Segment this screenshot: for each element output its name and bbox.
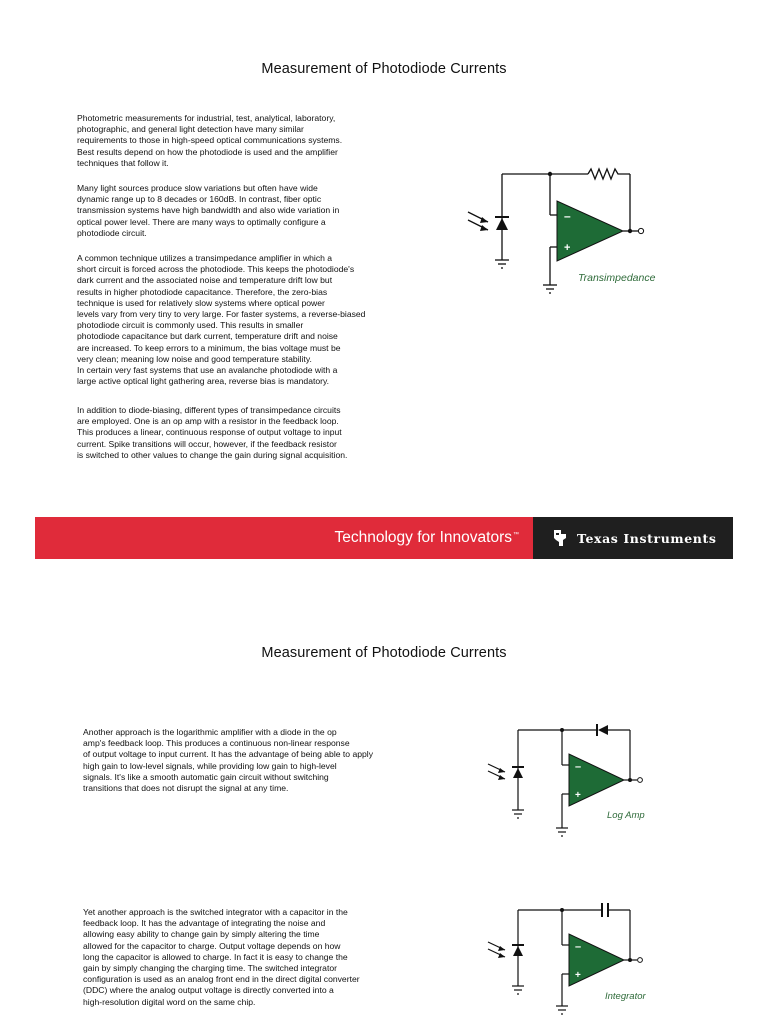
feedback-resistor: [588, 169, 628, 179]
paragraph-log-amp: Another approach is the logarithmic amplifier with a diode in the op amp's feedback loop. This produces a continuous non-linear response of output voltage to input current. It has the advantage of being able to apply high gain to low-level signals, while providing low gain to high-level signals. It's like a smooth automatic gain circuit without switching transitions that does not disrupt the signal at any time.: [83, 727, 374, 794]
page-title: Measurement of Photodiode Currents: [261, 61, 507, 77]
svg-text:–: –: [575, 761, 582, 773]
feedback-diode: [598, 725, 608, 735]
svg-text:–: –: [575, 941, 582, 953]
banner-slogan: [35, 517, 533, 559]
brand-name: Texas Instruments: [577, 530, 717, 546]
svg-text:+: +: [564, 242, 571, 254]
trademark: ™: [513, 532, 519, 538]
ti-logo-icon: [551, 528, 569, 548]
paragraph-diode-biasing: In addition to diode-biasing, different types of transimpedance circuits are employed. One is an op amp with a resistor in the feedback loop. This produces a linear, continuous response of output voltage to input current. Spike transitions will occur, however, if the feedback resistor is switched to other values to change the gain during signal acquisition.: [77, 405, 348, 460]
section-title: Measurement of Photodiode Currents: [261, 645, 507, 661]
paragraph-transimpedance: A common technique utilizes a transimpedance amplifier in which a short circuit is forced across the photodiode. This keeps the photodiode's dark current and the associated noise and temperature drift low but results in higher photodiode capacitance. Therefore, the zero-bias technique is used for relatively slow systems where optical power levels vary from very tiny to very large. For faster systems, a reverse-biased photodiode circuit is commonly used. This results in smaller photodiode capacitance but dark current, temperature drift and noise are increased. To keep errors to a minimum, the bias voltage must be very clean; meaning low noise and good temperature stability. In certain very fast systems that use an avalanche photodiode with a large active optical light gathering area, reverse bias is mandatory.: [77, 253, 366, 387]
log-amp-circuit-diagram: [485, 718, 655, 838]
photodiode: [513, 946, 523, 956]
integrator-circuit-diagram: [485, 900, 655, 1020]
paragraph-intro: Photometric measurements for industrial, test, analytical, laboratory, photographic, and general light detection have many similar requirements to those in high-speed optical communications systems. Best results depend on how the photodiode is used and the amplifier techniques that follow it.: [77, 113, 343, 168]
svg-text:–: –: [564, 209, 571, 223]
transimpedance-caption: Transimpedance: [578, 272, 656, 284]
integrator-caption: Integrator: [605, 991, 646, 1002]
transimpedance-circuit-diagram: [460, 160, 660, 300]
ti-banner: [35, 517, 733, 559]
log-amp-caption: Log Amp: [607, 810, 645, 821]
banner-brand: [533, 517, 733, 559]
photodiode: [513, 768, 523, 778]
svg-text:+: +: [575, 790, 581, 801]
feedback-capacitor: [601, 903, 603, 917]
svg-text:+: +: [575, 970, 581, 981]
slogan-text: Technology for Innovators: [334, 529, 512, 546]
photodiode: [496, 218, 508, 230]
paragraph-light-sources: Many light sources produce slow variations but often have wide dynamic range up to 8 decades or 160dB. In contrast, fiber optic transmission systems have high bandwidth and also wide variation in optical power level. There are many ways to optimally configure a photodiode circuit.: [77, 183, 340, 238]
paragraph-integrator: Yet another approach is the switched integrator with a capacitor in the feedback loop. It has the advantage of integrating the noise and allowing easy ability to change gain by simply altering the time allowed for the capacitor to charge. Output voltage depends on how long the capacitor is allowed to charge. In fact it is easy to change the gain by simply changing the charging time. The switched integrator configuration is used as an analog front end in the direct digital converter (DDC) where the analog output voltage is directly converted into a high-resolution digital word on the same chip.: [83, 907, 360, 1007]
